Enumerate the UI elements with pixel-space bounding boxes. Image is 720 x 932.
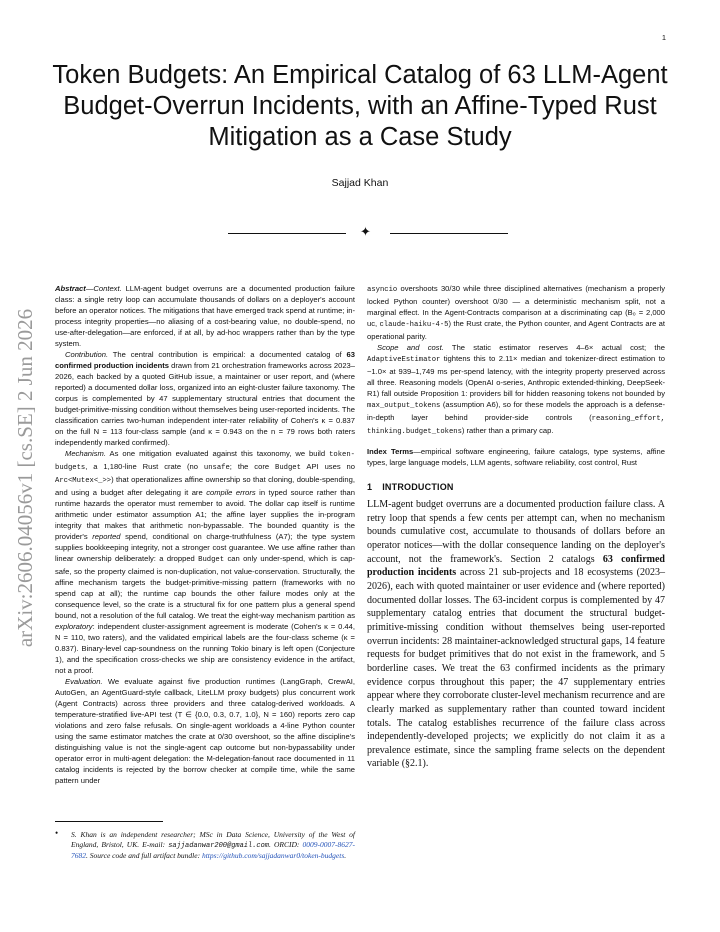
left-column	[55, 283, 355, 786]
abstract-scope-paragraph: Scope and cost. The static estimator reserves 4–6× actual cost; the AdaptiveEstimator tightens this to 2.11× median and tokenizer-direct estimation to ~1.0× at 939–1,749 ms per-spend latency, with the integrity property preserved across all three. Reasoning models (OpenAI o-series, Anthropic extended-thinking, DeepSeek-R1) fall outside Proposition 1: providers bill for hidden reasoning tokens not bounded by max_output_tokens (assumption A6), so for these models the approach is a defense-in-depth layer behind provider-side controls (reasoning_effort, thinking.budget_tokens) rather than a primary cap.	[367, 343, 665, 436]
author-name: Sajjad Khan	[331, 177, 389, 189]
abstract	[55, 283, 355, 786]
author-footnote: • S. Khan is an independent researcher; MSc in Data Science, University of the West of England, Bristol, UK. E-mail: sajjadanwar200@gmail.com. ORCID: 0009-0007-8627-7682. Source code and full artifact bundle: https://github.com/sajjadanwar0/token-budgets.	[55, 828, 355, 861]
page-number: 1	[661, 33, 666, 42]
arxiv-identifier: arXiv:2606.04056v1 [cs.SE] 2 Jun 2026	[13, 308, 37, 648]
orcid-link[interactable]: 0009-0007-8627-7682	[71, 839, 355, 861]
footnote-rule	[55, 821, 163, 822]
abstract-context-paragraph: Abstract—Context. LLM-agent budget overruns are a documented production failure class: a single retry loop can accumulate thousands of dollars on a deployer's account before an operator notices. The mitigations that have emerged track spend at runtime; in-process integrity properties—no aliasing of a cost-bearing value, no double-spend, no use-after-delegation—are enforced, if at all, by ad-hoc wrappers rather than by the type system.	[55, 284, 355, 348]
abstract-evaluation-paragraph: Evaluation. We evaluate against five production runtimes (LangGraph, CrewAI, AutoGen, an AgentGuard-style callback, LiteLLM proxy budgets) plus concurrent work (Agent Contracts) across three providers and three catalog-derived workloads. A temperature-stratified live-API test (T ∈ {0.0, 0.3, 0.7, 1.0}, N = 160) reports zero cap violations and zero false refusals. On single-agent workloads a 4-line Python counter using the same estimator matches the crate at 0/30 overshoot, so the affine discipline's distinguishing value is not the single-agent cap outcome but non-bypassability under operator error in multi-agent delegation: the M-delegation-fanout race documented in 11 catalog incidents is rejected by the borrow checker at compile time, while the same pattern under	[55, 677, 355, 785]
divider-line-right	[390, 233, 508, 234]
title-divider	[228, 226, 508, 240]
arxiv-stamp	[8, 268, 42, 688]
abstract-mechanism-paragraph: Mechanism. As one mitigation evaluated against this taxonomy, we build token-budgets, a 1,180-line Rust crate (no unsafe; the core Budget API uses no Arc<Mutex<_>>) that operationalizes affine ownership so that cloning, double-spending, and using a budget after delegating it are compile errors in typed source rather than runtime hazards the operator must remember to avoid. The dollar cap itself is runtime arithmetic under estimator assumption A1; the affine layer supplies the in-program integrity that makes that arithmetic non-bypassable. The bounded quantity is the provider's reported spend, conditional on charge-truthfulness (A7); the type system supplies bookkeeping integrity, not a stronger cost guarantee. We use affine rather than linear ownership deliberately: a dropped Budget can only under-spend, which is cap-safe, so the property claimed is non-duplication, not value-conservation. Structurally, the affine mechanism targets the budget-primitive-missing pattern (frameworks with no spend cap at all); the runtime cap bounds the other failure modes only at the consequence level, so the crate is a structural fix for one pattern plus a general spend bound, not a resolution of the full catalog. We treat the eight-way mechanism partition as exploratory: independent cluster-assignment agreement is moderate (Cohen's κ = 0.44, N = 110, two raters), and the validated empirical labels are the four-class scheme (κ = 0.837). Binary-level cap-soundness on the running Tokio binary is left open (Conjecture 1), and the specification cross-checks we ship are consistency evidence in the artifact, not a proof.	[55, 449, 355, 675]
index-terms: Index Terms—empirical software engineering, failure catalogs, type systems, affine types, large language models, LLM agents, software reliability, cost control, Rust	[367, 447, 665, 467]
paper-title: Token Budgets: An Empirical Catalog of 63 LLM-Agent Budget-Overrun Incidents, with an Affine-Typed Rust Mitigation as a Case Study	[52, 61, 668, 151]
divider-line-left	[228, 233, 346, 234]
abstract-evaluation-continued: asyncio overshoots 30/30 while three disciplined alternatives (mechanism a properly locked Python counter) overshoot 0/30 — a deterministic mechanism split, not a marginal effect. In the Agent-Contracts comparison at a discriminating cap (B₀ = 2,000 uc, claude-haiku-4-5) the Rust crate, the Python counter, and Agent Contracts are at operational parity.	[367, 284, 665, 341]
artifact-link[interactable]: https://github.com/sajjadanwar0/token-budgets	[201, 851, 345, 861]
section-heading-introduction: 1 INTRODUCTION	[367, 482, 454, 492]
footnote-bullet: •	[55, 828, 59, 838]
right-column	[367, 283, 665, 771]
author-email: sajjadanwar200@gmail.com	[168, 841, 270, 850]
abstract-contribution-paragraph: Contribution. The central contribution is empirical: a documented catalog of 63 confirmed production incidents drawn from 21 orchestration frameworks across 2023–2026, each backed by a quoted GitHub issue, a maintainer or user report, and (where reported) a documented dollar loss, organized into an eight-cluster failure taxonomy. The corpus is complemented by 47 supplementary structural entries that document the budget-primitive-missing condition without themselves being user-reported incidents. The classification carries two-human independent inter-rater reliability of Cohen's κ = 0.837 on the full N = 113 four-class sample (and κ = 0.943 on the n = 79 rows both raters independently marked confirmed).	[55, 350, 355, 447]
introduction-paragraph: LLM-agent budget overruns are a documented production failure class. A retry loop that spends a few cents per attempt can, when no mechanism bounds cumulative cost, accumulate to thousands of dollars before an operator notices—with the dollar consequence landing on the deployer's account, not the framework's. Section 2 catalogs 63 confirmed production incidents across 21 sub-projects and 18 ecosystems (2023–2026), each with quoted maintainer or user evidence and (where reported) documented dollar losses. The 63-incident corpus is complemented by 47 supplementary catalog entries that document the structural budget-primitive-missing condition without themselves being user-reported overrun incidents: 28 maintainer-acknowledged structural gaps, 14 feature requests for budget primitives that do not exist in the framework, and 5 borderline cases. We treat the 63 confirmed incidents as the primary evidence corpus throughout this paper; the 47 supplementary entries appear where they corroborate cluster-level mechanism recurrence and are clearly marked as supplementary rather than counted toward incident totals. The catalog establishes recurrence of the failure class across independently-developed projects; we explicitly do not claim it as a prevalence estimate, since the sampling frame selects on the dependent variable (§2.1).	[367, 499, 666, 770]
abstract-continued	[367, 283, 665, 438]
divider-star-icon: ✦	[360, 225, 371, 240]
